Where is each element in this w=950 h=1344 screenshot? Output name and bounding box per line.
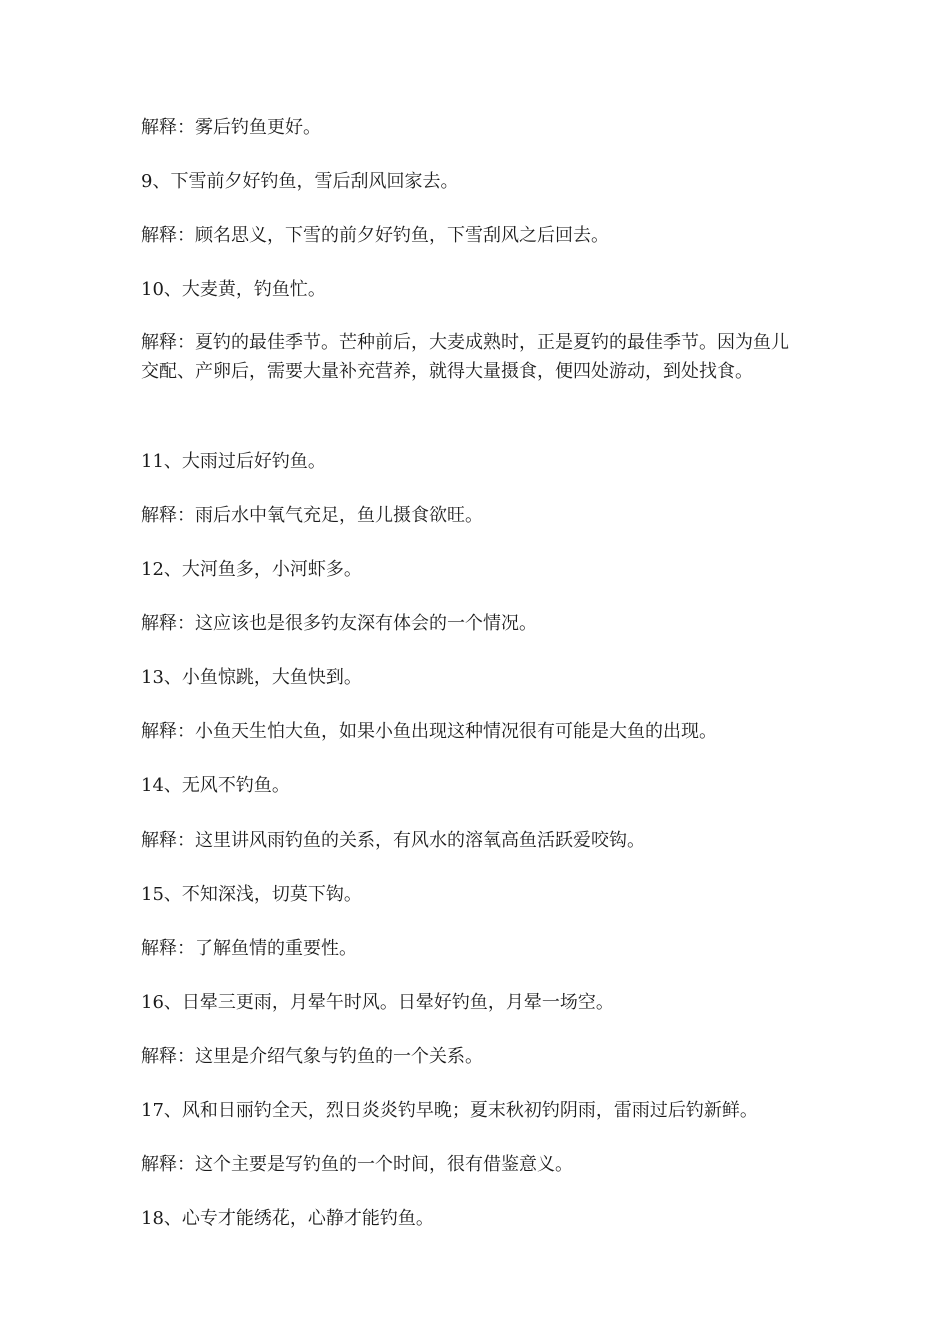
paragraph: 15、不知深浅，切莫下钩。	[141, 884, 362, 905]
paragraph: 18、心专才能绣花，心静才能钓鱼。	[141, 1208, 434, 1229]
paragraph: 解释：这里讲风雨钓鱼的关系，有风水的溶氧高鱼活跃爱咬钩。	[141, 830, 645, 851]
paragraph: 解释：雾后钓鱼更好。	[141, 117, 321, 138]
paragraph: 解释：了解鱼情的重要性。	[141, 938, 357, 959]
paragraph: 解释：夏钓的最佳季节。芒种前后，大麦成熟时，正是夏钓的最佳季节。因为鱼儿交配、产卵后，需要大量补充营养，就得大量摄食，便四处游动，到处找食。	[141, 332, 789, 382]
paragraph: 解释：小鱼天生怕大鱼，如果小鱼出现这种情况很有可能是大鱼的出现。	[141, 721, 717, 742]
paragraph: 解释：这个主要是写钓鱼的一个时间，很有借鉴意义。	[141, 1154, 573, 1175]
paragraph: 12、大河鱼多，小河虾多。	[141, 559, 362, 580]
paragraph: 解释：这里是介绍气象与钓鱼的一个关系。	[141, 1046, 483, 1067]
paragraph: 解释：顾名思义，下雪的前夕好钓鱼，下雪刮风之后回去。	[141, 225, 609, 246]
paragraph: 17、风和日丽钓全天，烈日炎炎钓早晚；夏末秋初钓阴雨，雷雨过后钓新鲜。	[141, 1100, 758, 1121]
paragraph: 解释：雨后水中氧气充足，鱼儿摄食欲旺。	[141, 505, 483, 526]
paragraph: 13、小鱼惊跳，大鱼快到。	[141, 667, 362, 688]
paragraph: 解释：这应该也是很多钓友深有体会的一个情况。	[141, 613, 537, 634]
paragraph: 16、日晕三更雨，月晕午时风。日晕好钓鱼，月晕一场空。	[141, 992, 614, 1013]
paragraph: 9、下雪前夕好钓鱼，雪后刮风回家去。	[141, 171, 459, 192]
paragraph: 10、大麦黄，钓鱼忙。	[141, 279, 326, 300]
paragraph: 11、大雨过后好钓鱼。	[141, 451, 326, 472]
paragraph: 14、无风不钓鱼。	[141, 775, 290, 796]
